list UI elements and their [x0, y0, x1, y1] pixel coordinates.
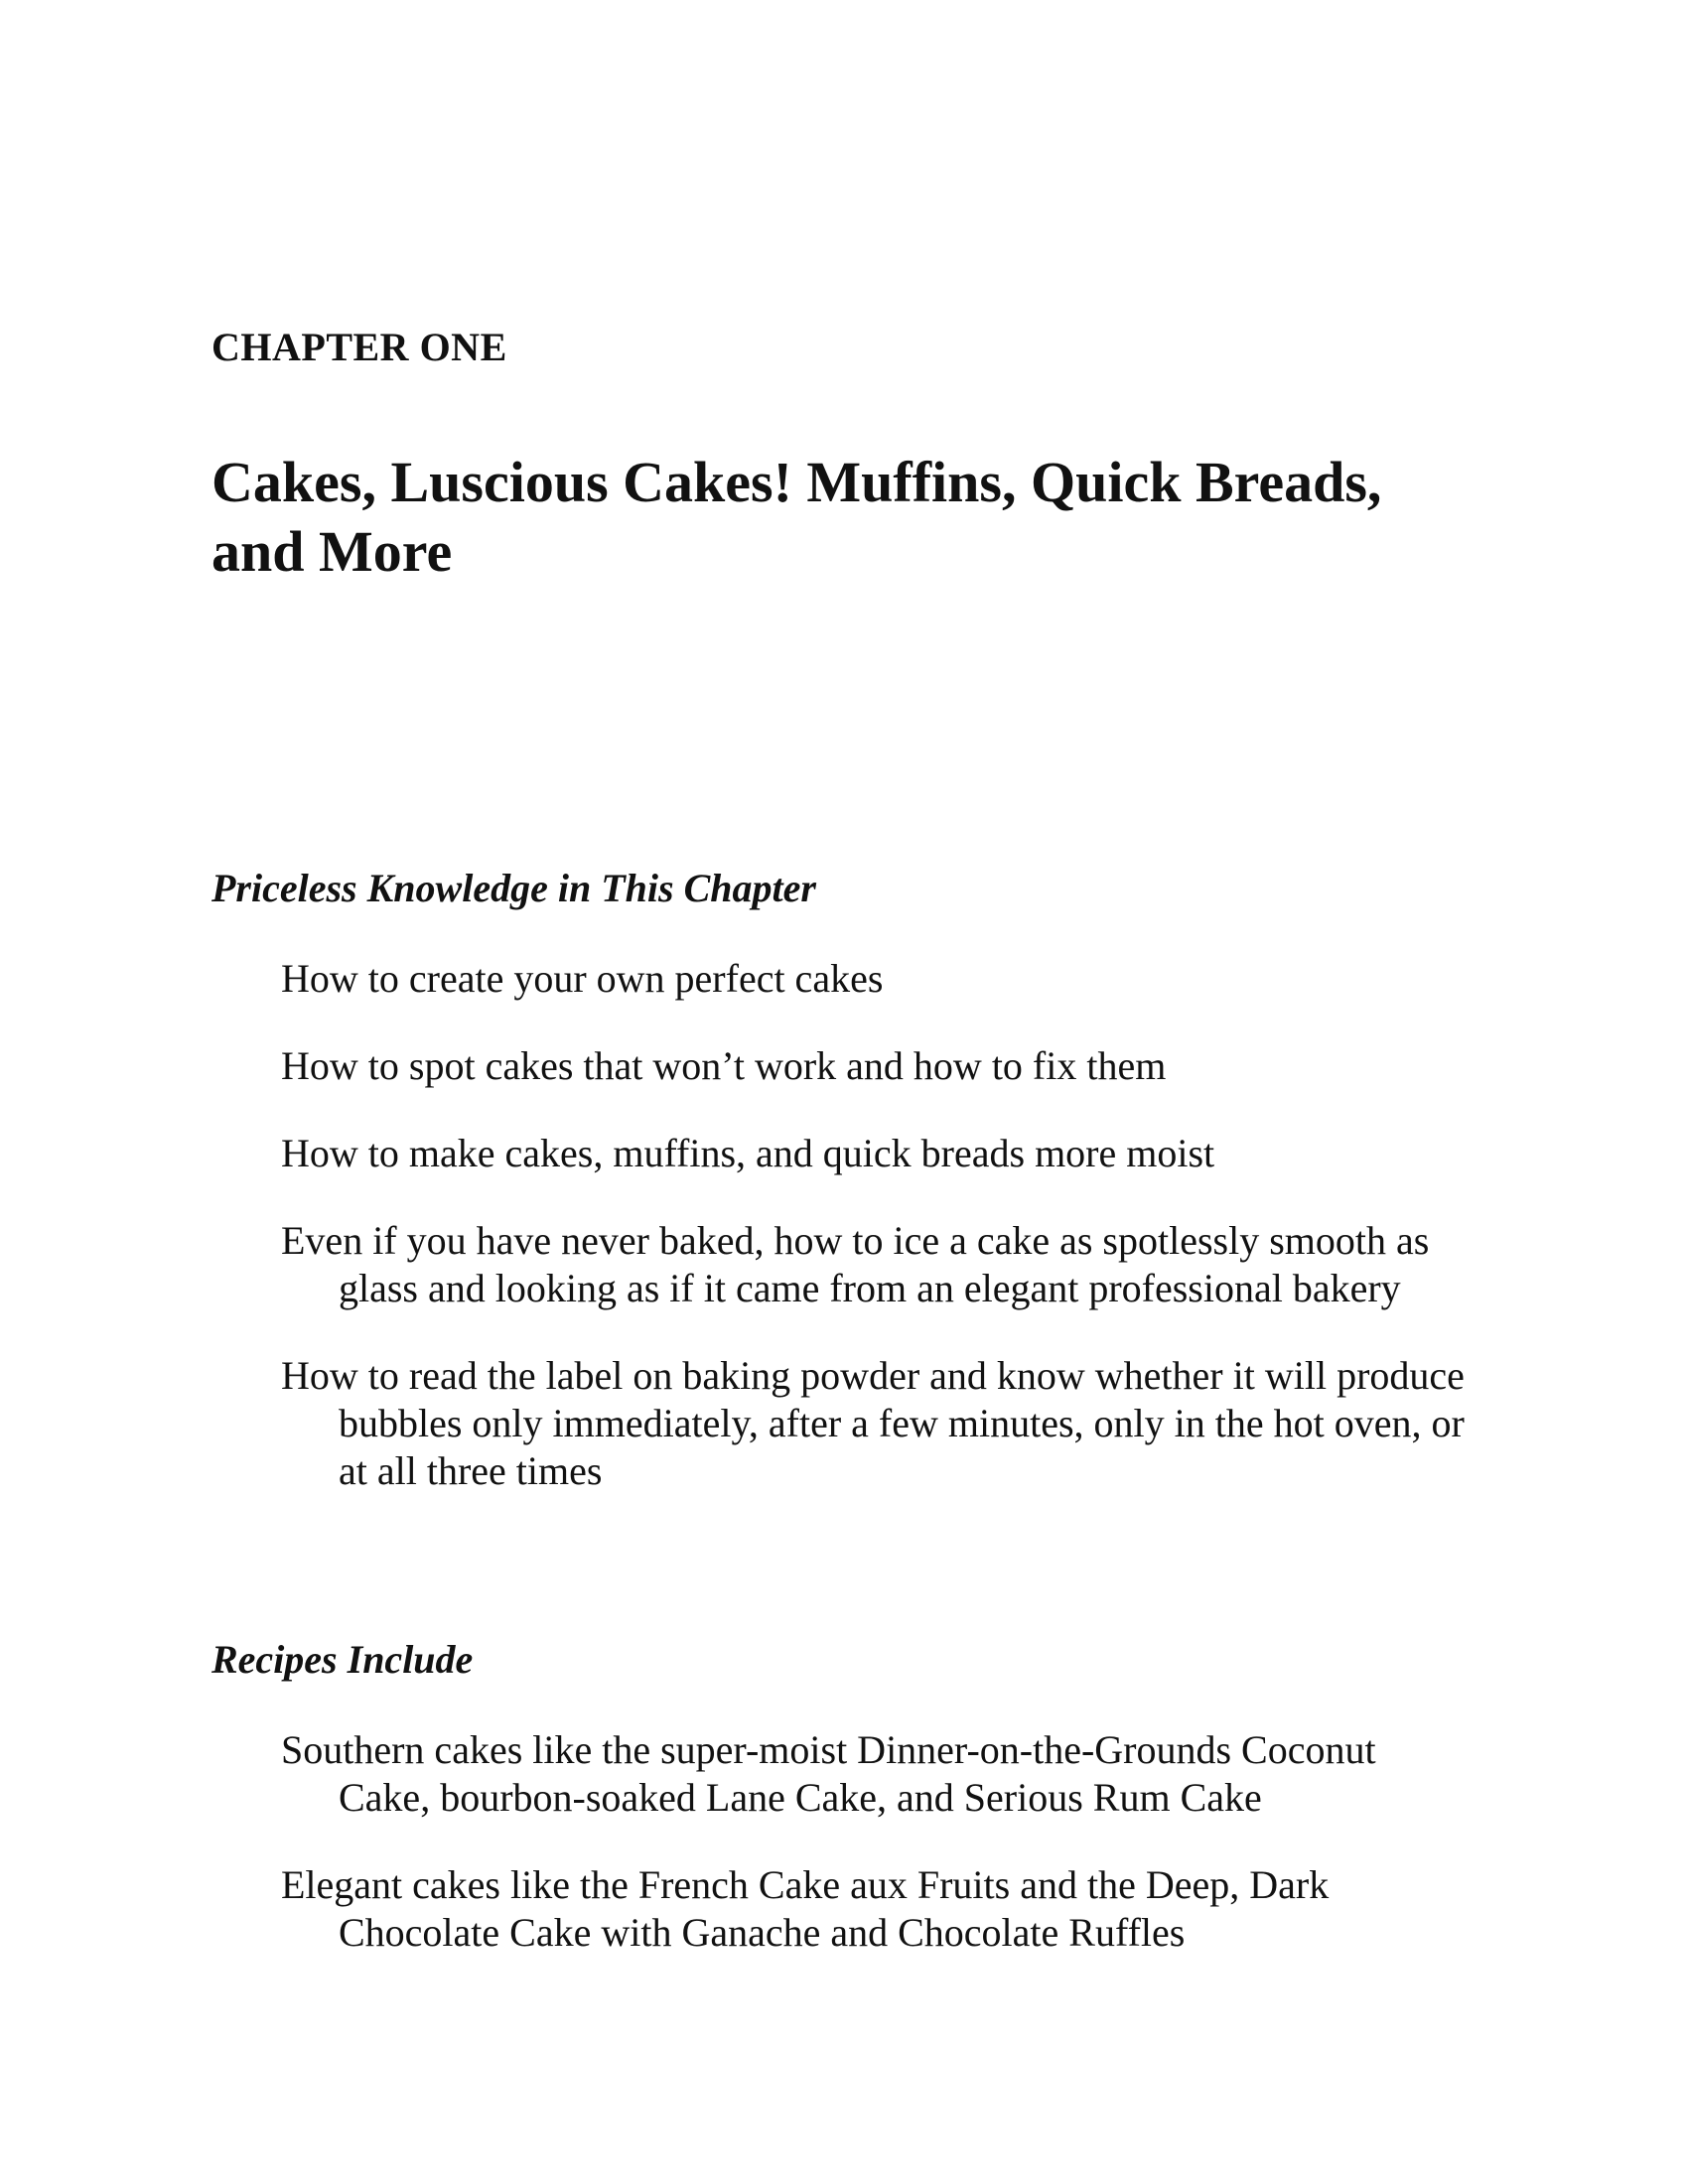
knowledge-heading: Priceless Knowledge in This Chapter [211, 866, 816, 910]
knowledge-item: How to spot cakes that won’t work and how to fix them [281, 1043, 1167, 1088]
chapter-label: CHAPTER ONE [211, 325, 507, 369]
recipes-list [281, 1726, 1473, 1996]
knowledge-item: Even if you have never baked, how to ice a cake as spotlessly smooth as glass and looking as if it came from an elegant professional bakery [281, 1218, 1430, 1310]
chapter-title: Cakes, Luscious Cakes! Muffins, Quick Breads, and More [211, 450, 1382, 584]
knowledge-list [281, 955, 1473, 1535]
recipes-heading: Recipes Include [211, 1637, 474, 1682]
knowledge-item: How to create your own perfect cakes [281, 956, 884, 1001]
knowledge-item: How to make cakes, muffins, and quick breads more moist [281, 1131, 1215, 1175]
recipe-item: Southern cakes like the super-moist Dinner-on-the-Grounds Coconut Cake, bourbon-soaked Lane Cake, and Serious Rum Cake [281, 1727, 1376, 1820]
knowledge-item: How to read the label on baking powder and know whether it will produce bubbles only immediately, after a few minutes, only in the hot oven, or at all three times [281, 1353, 1465, 1493]
recipe-item: Elegant cakes like the French Cake aux Fruits and the Deep, Dark Chocolate Cake with Ganache and Chocolate Ruffles [281, 1862, 1330, 1955]
